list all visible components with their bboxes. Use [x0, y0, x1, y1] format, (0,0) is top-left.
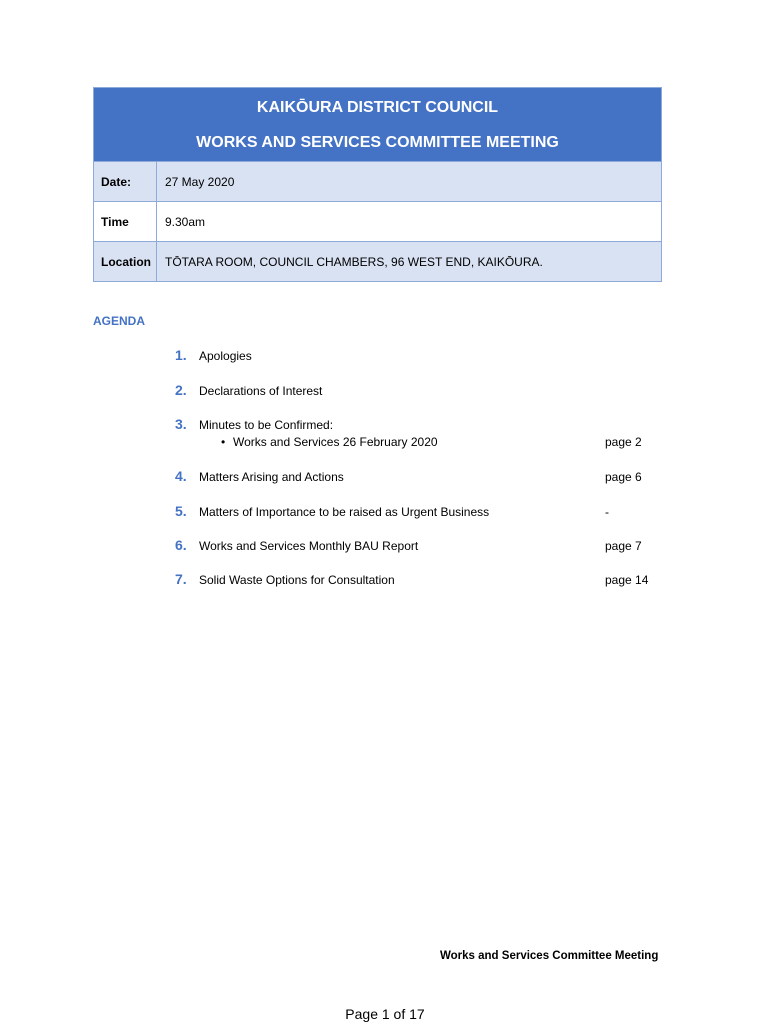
meeting-title: WORKS AND SERVICES COMMITTEE MEETING	[196, 134, 559, 151]
item-text: Works and Services Monthly BAU Report	[199, 539, 419, 553]
date-row	[94, 161, 661, 201]
page-number: Page 1 of 17	[345, 1006, 425, 1022]
item-page: page 14	[605, 573, 649, 587]
item-number: 1.	[175, 347, 187, 363]
item-number: 6.	[175, 537, 187, 553]
item-text: Matters of Importance to be raised as Urgent Business	[199, 505, 490, 519]
item-page: page 7	[605, 539, 642, 553]
item-page: page 6	[605, 470, 642, 484]
location-row	[94, 241, 661, 281]
item-text: Solid Waste Options for Consultation	[199, 573, 395, 587]
meeting-info-table	[93, 87, 662, 282]
item-text: Minutes to be Confirmed:	[199, 418, 334, 432]
date-label: Date:	[94, 162, 157, 201]
item-text: Matters Arising and Actions	[199, 470, 344, 484]
item-text: Declarations of Interest	[199, 384, 323, 398]
time-value: 9.30am	[165, 214, 206, 229]
item-number: 3.	[175, 416, 187, 432]
header-banner	[94, 88, 661, 161]
location-value: TŌTARA ROOM, COUNCIL CHAMBERS, 96 WEST END, KAIKŌURA.	[165, 254, 543, 269]
location-label: Location	[94, 242, 157, 281]
bullet-icon: •	[221, 435, 226, 449]
item-number: 2.	[175, 382, 187, 398]
time-label: Time	[94, 202, 157, 241]
item-text: Apologies	[199, 349, 252, 363]
sub-item-page: page 2	[605, 435, 642, 449]
sub-item-text: Works and Services 26 February 2020	[233, 435, 438, 449]
item-number: 4.	[175, 468, 187, 484]
item-number: 7.	[175, 571, 187, 587]
footer-title: Works and Services Committee Meeting	[440, 950, 659, 962]
item-number: 5.	[175, 503, 187, 519]
agenda-heading: AGENDA	[93, 314, 146, 328]
time-row	[94, 201, 661, 241]
council-title: KAIKŌURA DISTRICT COUNCIL	[256, 99, 499, 116]
item-page: -	[605, 505, 609, 519]
date-value: 27 May 2020	[165, 174, 235, 189]
